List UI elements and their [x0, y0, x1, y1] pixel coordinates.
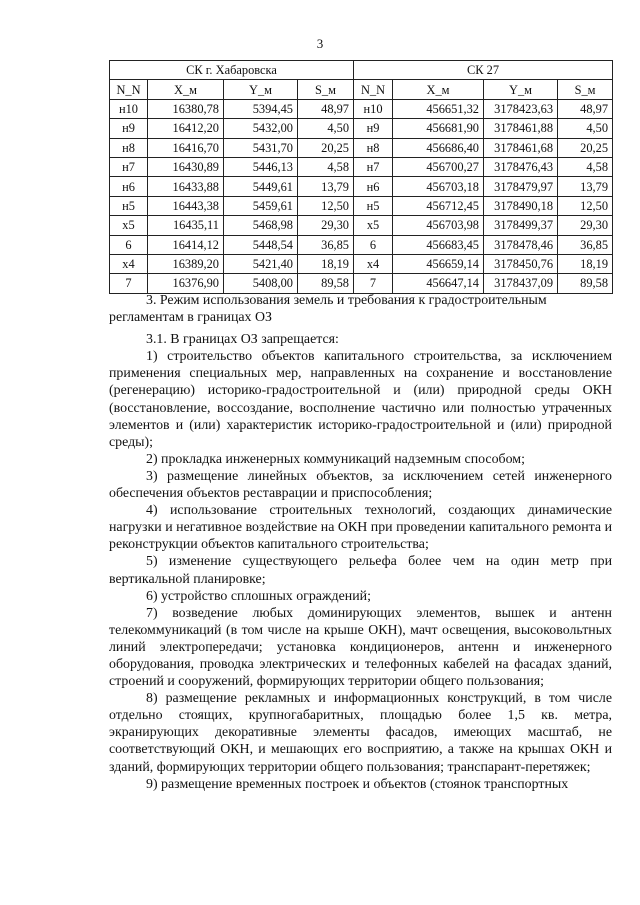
table-cell: 6: [354, 235, 393, 254]
table-cell: 48,97: [298, 99, 354, 118]
table-cell: 16435,11: [148, 216, 224, 235]
table-cell: 48,97: [558, 99, 613, 118]
table-cell: 16433,88: [148, 177, 224, 196]
table-cell: 7: [110, 274, 148, 293]
table-cell: 29,30: [298, 216, 354, 235]
table-row: [110, 138, 613, 157]
table-cell: 36,85: [298, 235, 354, 254]
table-column-header-row: [110, 80, 613, 99]
column-header: X_м: [393, 80, 484, 99]
table-cell: 3178450,76: [484, 254, 558, 273]
table-cell: н8: [110, 138, 148, 157]
table-cell: 3178476,43: [484, 157, 558, 176]
table-cell: х4: [354, 254, 393, 273]
table-cell: н10: [110, 99, 148, 118]
table-cell: 4,50: [298, 119, 354, 138]
table-cell: 3178423,63: [484, 99, 558, 118]
table-body: [110, 99, 613, 293]
table-cell: н5: [354, 196, 393, 215]
table-cell: 456683,45: [393, 235, 484, 254]
coordinates-table: [109, 60, 613, 294]
table-cell: н5: [110, 196, 148, 215]
table-cell: 456681,90: [393, 119, 484, 138]
column-header: N_N: [110, 80, 148, 99]
list-item: 8) размещение рекламных и информационных конструкций, в том числе отдельно стоящих, крупногабаритных, площадью более 1,5 кв. метра, экранирующих декоративные элементы фасадов, имеющих масштаб, не соответствующий ОКН, и мешающих его восприятию, а также на крышах ОКН и зданий, формирующих территории общего пользования; транспарант-перетяжек;: [109, 691, 612, 775]
regulation-text: [109, 292, 612, 793]
table-cell: н7: [110, 157, 148, 176]
table-row: [110, 119, 613, 138]
table-cell: 16414,12: [148, 235, 224, 254]
table-cell: н9: [110, 119, 148, 138]
table-cell: 456659,14: [393, 254, 484, 273]
table-cell: н9: [354, 119, 393, 138]
table-cell: 4,58: [298, 157, 354, 176]
table-cell: 456686,40: [393, 138, 484, 157]
list-item: 2) прокладка инженерных коммуникаций надземным способом;: [146, 451, 525, 467]
table-cell: 456703,18: [393, 177, 484, 196]
table-cell: 5459,61: [224, 196, 298, 215]
table-cell: 3178461,68: [484, 138, 558, 157]
table-cell: 36,85: [558, 235, 613, 254]
table-row: [110, 235, 613, 254]
table-cell: 456651,32: [393, 99, 484, 118]
table-cell: х5: [110, 216, 148, 235]
list-item: 6) устройство сплошных ограждений;: [146, 588, 371, 604]
table-cell: н6: [110, 177, 148, 196]
table-row: [110, 157, 613, 176]
table-row: [110, 254, 613, 273]
list-item: 5) изменение существующего рельефа более чем на один метр при вертикальной планировке;: [109, 554, 612, 587]
table-row: [110, 196, 613, 215]
table-cell: 16389,20: [148, 254, 224, 273]
table-cell: 456703,98: [393, 216, 484, 235]
table-cell: 5449,61: [224, 177, 298, 196]
table-cell: 456700,27: [393, 157, 484, 176]
table-cell: 29,30: [558, 216, 613, 235]
page-number: 3: [316, 36, 324, 51]
table-cell: 7: [354, 274, 393, 293]
column-header: S_м: [298, 80, 354, 99]
table-cell: х5: [354, 216, 393, 235]
group-header-khabarovsk: СК г. Хабаровска: [110, 61, 354, 80]
table-cell: 16380,78: [148, 99, 224, 118]
table-cell: 89,58: [558, 274, 613, 293]
table-row: [110, 216, 613, 235]
subsection-heading: 3.1. В границах ОЗ запрещается:: [146, 332, 339, 348]
table-cell: 13,79: [558, 177, 613, 196]
table-row: [110, 274, 613, 293]
table-cell: 3178437,09: [484, 274, 558, 293]
table-cell: 3178499,37: [484, 216, 558, 235]
table-cell: 5421,40: [224, 254, 298, 273]
table-cell: 3178479,97: [484, 177, 558, 196]
table-cell: 456647,14: [393, 274, 484, 293]
list-item: 3) размещение линейных объектов, за исключением сетей инженерного обеспечения объектов реставрации и приспособления;: [109, 468, 612, 502]
table-cell: 3178478,46: [484, 235, 558, 254]
table-row: [110, 177, 613, 196]
table-cell: 3178461,88: [484, 119, 558, 138]
table-cell: 16412,20: [148, 119, 224, 138]
table-cell: 16416,70: [148, 138, 224, 157]
table-cell: 5432,00: [224, 119, 298, 138]
table-cell: н7: [354, 157, 393, 176]
table-cell: 89,58: [298, 274, 354, 293]
table-cell: 5394,45: [224, 99, 298, 118]
table-cell: н6: [354, 177, 393, 196]
column-header: N_N: [354, 80, 393, 99]
table-cell: 16376,90: [148, 274, 224, 293]
table-cell: 12,50: [298, 196, 354, 215]
table-cell: н10: [354, 99, 393, 118]
table-cell: 6: [110, 235, 148, 254]
list-item: 4) использование строительных технологий, создающих динамические нагрузки и негативное воздействие на ОКН при проведении капитального ремонта и реконструкции объектов капитального строительства;: [109, 503, 612, 553]
table-cell: 20,25: [558, 138, 613, 157]
table-cell: 18,19: [558, 254, 613, 273]
table-cell: 4,58: [558, 157, 613, 176]
table-cell: х4: [110, 254, 148, 273]
column-header: X_м: [148, 80, 224, 99]
table-cell: 16443,38: [148, 196, 224, 215]
group-header-sk27: СК 27: [354, 61, 613, 80]
table-cell: 16430,89: [148, 157, 224, 176]
table-group-header-row: [110, 61, 613, 80]
section-heading: 3. Режим использования земель и требования к градостроительным регламентам в границах ОЗ: [109, 293, 547, 326]
table-cell: 18,19: [298, 254, 354, 273]
table-cell: 5431,70: [224, 138, 298, 157]
table-cell: 13,79: [298, 177, 354, 196]
table-cell: 3178490,18: [484, 196, 558, 215]
list-item: 9) размещение временных построек и объектов (стоянок транспортных: [146, 776, 569, 792]
table-cell: 5448,54: [224, 235, 298, 254]
column-header: Y_м: [484, 80, 558, 99]
table-cell: 12,50: [558, 196, 613, 215]
list-item: 7) возведение любых доминирующих элементов, вышек и антенн телекоммуникаций (в том числе на крыше ОКН), мачт освещения, высоковольтных линий электропередачи; установка кондиционеров, антенн и инженерного оборудования, проводка электрических и телефонных кабелей на фасадах зданий, строений и сооружений, формирующих территории общего пользования;: [109, 605, 612, 690]
table-cell: 20,25: [298, 138, 354, 157]
column-header: S_м: [558, 80, 613, 99]
table-cell: н8: [354, 138, 393, 157]
table-cell: 5408,00: [224, 274, 298, 293]
list-item: 1) строительство объектов капитального строительства, за исключением применения специальных мер, направленных на сохранение и восстановление (регенерацию) историко-градостроительной и (или) природной среды ОКН (восстановление, воссоздание, восполнение частично или полностью утраченных элементов и (или) характеристик историко-градостроительной и (или) природной среды);: [109, 349, 612, 450]
table-cell: 5446,13: [224, 157, 298, 176]
table-cell: 4,50: [558, 119, 613, 138]
table-cell: 456712,45: [393, 196, 484, 215]
table-cell: 5468,98: [224, 216, 298, 235]
table-row: [110, 99, 613, 118]
column-header: Y_м: [224, 80, 298, 99]
